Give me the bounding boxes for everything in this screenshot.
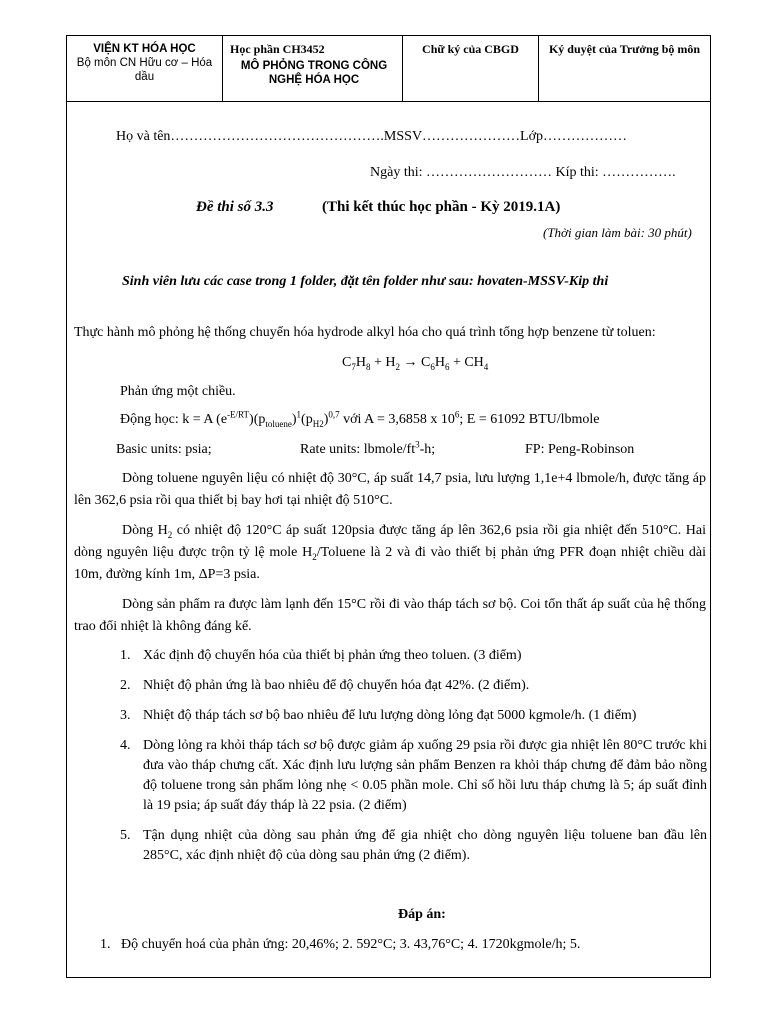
- intro-text: Thực hành mô phỏng hệ thống chuyển hóa hydrode alkyl hóa cho quá trình tổng hợp benzene từ toluen:: [74, 325, 656, 340]
- answer-line: 1. Độ chuyển hoá của phản ứng: 20,46%; 2. 592°C; 3. 43,76°C; 4. 1720kgmole/h; 5.: [100, 937, 581, 952]
- course-code: Học phần CH3452: [230, 42, 325, 56]
- exam-date-line: Ngày thi: ……………………… Kíp thi: …………….: [370, 165, 676, 180]
- toluene-feed-paragraph: Dòng toluene nguyên liệu có nhiệt độ 30°C, áp suất 14,7 psia, lưu lượng 1,1e+4 lbmole/h, được tăng áp lên 362,6 psia rồi qua thiết bị bay hơi tại nhiệt độ 510°C.: [74, 471, 706, 508]
- institute-cell: [67, 36, 223, 101]
- question-item: 2. Nhiệt độ phản ứng là bao nhiêu để độ chuyển hóa đạt 42%. (2 điểm).: [120, 678, 530, 693]
- fluid-package: FP: Peng-Robinson: [525, 442, 635, 457]
- exam-type: (Thi kết thúc học phần - Kỳ 2019.1A): [322, 199, 561, 215]
- course-name: MÔ PHỎNG TRONG CÔNG NGHỆ HÓA HỌC: [240, 60, 388, 86]
- exam-number: Đề thi số 3.3: [196, 199, 274, 215]
- institute-name: VIỆN KT HÓA HỌC: [93, 43, 196, 55]
- course-cell: [223, 36, 403, 101]
- student-name-line: Họ và tên……………………………………….MSSV…………………Lớp………………: [116, 129, 628, 144]
- header-table: [67, 36, 710, 102]
- basic-units: Basic units: psia;: [116, 442, 212, 457]
- department-name: Bộ môn CN Hữu cơ – Hóa dầu: [76, 57, 213, 83]
- rate-units: Rate units: lbmole/$ft^3-h$;: [300, 439, 436, 457]
- answer-title: Đáp án:: [398, 907, 446, 922]
- question-list: [107, 646, 707, 866]
- reaction-equation: $C_7H_8 + H_2 \to C_6H_6 + CH_4$: [342, 355, 489, 372]
- question-item: 4. Dòng lỏng ra khỏi tháp tách sơ bộ được giảm áp xuống 29 psia rồi được gia nhiệt lên 80°C trước khi đưa vào tháp chưng cất. Xác định lưu lượng sản phẩm Benzen ra khỏi tháp chưng để đảm bảo nồng độ toluene trong sản phẩm lỏng nhẹ < 0.05 phần mole. Chỉ số hồi lưu tháp chưng là 5; áp suất đỉnh là 19 psia; áp suất đáy tháp là 22 psia. (2 điểm): [120, 738, 707, 813]
- hydrogen-feed-paragraph: Dòng $H_2$ có nhiệt độ 120°C áp suất 120psia được tăng áp lên 362,6 psia rồi gia nhiệt đến 510°C. Hai dòng nguyên liệu được trộn tỷ lệ mole $H_2$/Toluene là 2 và đi vào thiết bị phản ứng PFR đoạn nhiệt chiều dài 10m, đường kính 1m, ΔP=3 psia.: [74, 523, 706, 582]
- one-way-reaction: Phản ứng một chiều.: [120, 384, 236, 399]
- product-stream-paragraph: Dòng sản phẩm ra được làm lạnh đến 15°C rồi đi vào tháp tách sơ bộ. Coi tổn thất áp suất của hệ thống trao đổi nhiệt là không đáng kể.: [74, 597, 706, 634]
- question-item: 3. Nhiệt độ tháp tách sơ bộ bao nhiêu để lưu lượng dòng lỏng đạt 5000 kgmole/h. (1 điểm): [120, 708, 637, 723]
- question-item: 5. Tận dụng nhiệt của dòng sau phản ứng để gia nhiệt cho dòng nguyên liệu toluene ban đầu lên 285°C, xác định nhiệt độ của dòng sau phản ứng (2 điểm).: [120, 828, 707, 863]
- folder-instruction: Sinh viên lưu các case trong 1 folder, đặt tên folder như sau: hovaten-MSSV-Kip thi: [122, 274, 609, 289]
- approval-cell: Ký duyệt của Trưởng bộ môn: [548, 42, 701, 56]
- kinetics-line: Động học: k = A $(e^{-E/RT})(p_{toluene})^1(p_{H2})^{0,7}$ với A = 3,6858 x $10^6$; E = 61092 BTU/lbmole: [120, 409, 600, 429]
- question-item: 1. Xác định độ chuyển hóa của thiết bị phản ứng theo toluen. (3 điểm): [120, 648, 522, 663]
- exam-duration: (Thời gian làm bài: 30 phút): [543, 225, 692, 240]
- signature-cell: Chữ ký của CBGD: [403, 36, 539, 101]
